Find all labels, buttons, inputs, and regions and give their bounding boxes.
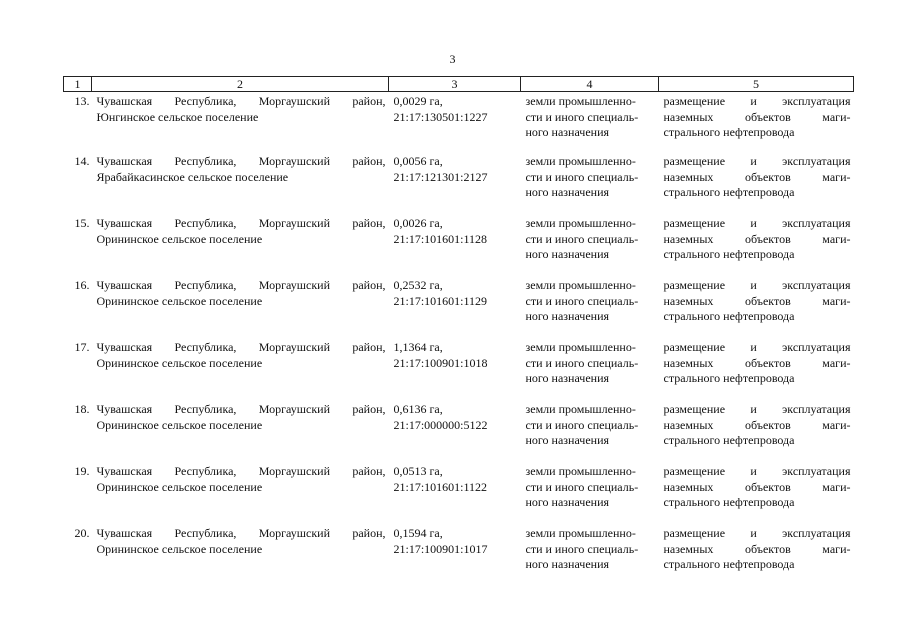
header-col-4: 4: [521, 77, 659, 92]
purpose-line: стрального нефтепровода: [663, 247, 795, 261]
location-line: Чувашская Республика, Моргаушский район,: [96, 216, 386, 230]
area-line: 0,0056 га,: [393, 154, 443, 168]
row-number-text: 15.: [74, 216, 90, 230]
row-number-text: 19.: [74, 464, 90, 478]
purpose-line: наземных объектов маги-: [663, 231, 851, 246]
area-cell: [389, 402, 521, 464]
area-line: 21:17:100901:1017: [393, 541, 488, 556]
area-cell: [389, 278, 521, 340]
row-number: [64, 216, 92, 278]
land-category-line: земли промышленно-: [525, 526, 636, 540]
location-line: Чувашская Республика, Моргаушский район,: [96, 526, 386, 540]
row-number-text: 13.: [74, 94, 90, 108]
purpose-cell: [659, 92, 854, 155]
purpose-line: размещение и эксплуатация: [663, 216, 851, 230]
row-number: [64, 464, 92, 526]
location-line: Орининское сельское поселение: [96, 479, 263, 494]
row-number-text: 18.: [74, 402, 90, 416]
location-line: Орининское сельское поселение: [96, 293, 263, 308]
row-number: [64, 340, 92, 402]
land-plots-table: [63, 76, 854, 588]
area-line: 0,0029 га,: [393, 94, 443, 108]
row-number-text: 20.: [74, 526, 90, 540]
purpose-cell: [659, 464, 854, 526]
land-category-line: сти и иного специаль-: [525, 541, 639, 556]
row-number-text: 16.: [74, 278, 90, 292]
row-number: [64, 92, 92, 155]
land-category-line: сти и иного специаль-: [525, 169, 639, 184]
area-line: 21:17:101601:1122: [393, 479, 488, 494]
header-col-3: 3: [389, 77, 521, 92]
row-number: [64, 278, 92, 340]
location-line: Чувашская Республика, Моргаушский район,: [96, 402, 386, 416]
location-line: Чувашская Республика, Моргаушский район,: [96, 340, 386, 354]
location-line: Чувашская Республика, Моргаушский район,: [96, 278, 386, 292]
area-line: 21:17:121301:2127: [393, 169, 488, 184]
land-category-line: ного назначения: [525, 433, 610, 447]
location-line: Чувашская Республика, Моргаушский район,: [96, 464, 386, 478]
purpose-line: размещение и эксплуатация: [663, 154, 851, 168]
area-cell: [389, 340, 521, 402]
area-cell: [389, 154, 521, 216]
purpose-line: размещение и эксплуатация: [663, 464, 851, 478]
location-cell: [92, 340, 389, 402]
location-cell: [92, 92, 389, 155]
table-header: [64, 77, 854, 92]
table-row: [64, 464, 854, 526]
area-line: 0,6136 га,: [393, 402, 443, 416]
area-line: 21:17:000000:5122: [393, 417, 488, 432]
area-cell: [389, 464, 521, 526]
land-category-line: сти и иного специаль-: [525, 355, 639, 370]
purpose-cell: [659, 526, 854, 588]
purpose-line: размещение и эксплуатация: [663, 278, 851, 292]
area-line: 0,0026 га,: [393, 216, 443, 230]
land-category-line: сти и иного специаль-: [525, 417, 639, 432]
location-line: Чувашская Республика, Моргаушский район,: [96, 154, 386, 168]
area-line: 21:17:101601:1129: [393, 293, 488, 308]
location-cell: [92, 278, 389, 340]
location-line: Орининское сельское поселение: [96, 541, 263, 556]
land-category-line: земли промышленно-: [525, 278, 636, 292]
land-category-line: ного назначения: [525, 247, 610, 261]
location-cell: [92, 464, 389, 526]
land-category-line: земли промышленно-: [525, 94, 636, 108]
table-row: [64, 154, 854, 216]
land-category-line: земли промышленно-: [525, 340, 636, 354]
header-col-2: 2: [92, 77, 389, 92]
purpose-line: наземных объектов маги-: [663, 109, 851, 124]
purpose-line: размещение и эксплуатация: [663, 94, 851, 108]
location-line: Чувашская Республика, Моргаушский район,: [96, 94, 386, 108]
area-cell: [389, 526, 521, 588]
land-category-line: сти и иного специаль-: [525, 231, 639, 246]
purpose-line: размещение и эксплуатация: [663, 402, 851, 416]
location-line: Орининское сельское поселение: [96, 417, 263, 432]
land-category-line: земли промышленно-: [525, 216, 636, 230]
purpose-line: стрального нефтепровода: [663, 125, 795, 139]
land-category-line: ного назначения: [525, 309, 610, 323]
purpose-cell: [659, 402, 854, 464]
table-row: [64, 216, 854, 278]
land-category-line: ного назначения: [525, 125, 610, 139]
purpose-line: стрального нефтепровода: [663, 495, 795, 509]
page-number: 3: [449, 52, 456, 66]
land-category-line: ного назначения: [525, 371, 610, 385]
purpose-line: наземных объектов маги-: [663, 479, 851, 494]
location-line: Юнгинское сельское поселение: [96, 109, 259, 124]
purpose-line: стрального нефтепровода: [663, 309, 795, 323]
table-row: [64, 402, 854, 464]
purpose-cell: [659, 216, 854, 278]
purpose-cell: [659, 154, 854, 216]
purpose-line: размещение и эксплуатация: [663, 526, 851, 540]
area-line: 21:17:130501:1227: [393, 109, 488, 124]
table-body: [64, 92, 854, 589]
area-line: 0,2532 га,: [393, 278, 443, 292]
area-cell: [389, 92, 521, 155]
table-row: [64, 340, 854, 402]
area-line: 21:17:100901:1018: [393, 355, 488, 370]
land-category-line: ного назначения: [525, 557, 610, 571]
table-row: [64, 92, 854, 155]
row-number-text: 14.: [74, 154, 90, 168]
purpose-line: стрального нефтепровода: [663, 557, 795, 571]
land-category-line: земли промышленно-: [525, 464, 636, 478]
land-category-line: сти и иного специаль-: [525, 109, 639, 124]
land-category-cell: [521, 92, 659, 155]
purpose-line: стрального нефтепровода: [663, 371, 795, 385]
location-line: Ярабайкасинское сельское поселение: [96, 169, 289, 184]
row-number: [64, 154, 92, 216]
land-category-cell: [521, 154, 659, 216]
area-line: 1,1364 га,: [393, 340, 443, 354]
row-number: [64, 526, 92, 588]
purpose-cell: [659, 340, 854, 402]
location-line: Орининское сельское поселение: [96, 355, 263, 370]
location-cell: [92, 526, 389, 588]
purpose-line: стрального нефтепровода: [663, 185, 795, 199]
location-cell: [92, 154, 389, 216]
land-category-line: земли промышленно-: [525, 154, 636, 168]
purpose-line: наземных объектов маги-: [663, 169, 851, 184]
area-line: 0,0513 га,: [393, 464, 443, 478]
location-line: Орининское сельское поселение: [96, 231, 263, 246]
purpose-line: размещение и эксплуатация: [663, 340, 851, 354]
land-category-cell: [521, 464, 659, 526]
land-category-cell: [521, 526, 659, 588]
header-col-1: 1: [64, 77, 92, 92]
land-category-cell: [521, 278, 659, 340]
purpose-cell: [659, 278, 854, 340]
header-col-5: 5: [659, 77, 854, 92]
land-category-line: ного назначения: [525, 185, 610, 199]
purpose-line: стрального нефтепровода: [663, 433, 795, 447]
area-line: 21:17:101601:1128: [393, 231, 488, 246]
row-number-text: 17.: [74, 340, 90, 354]
area-cell: [389, 216, 521, 278]
row-number: [64, 402, 92, 464]
land-category-line: земли промышленно-: [525, 402, 636, 416]
header-row: [64, 77, 854, 92]
land-category-line: ного назначения: [525, 495, 610, 509]
table-row: [64, 526, 854, 588]
land-category-line: сти и иного специаль-: [525, 293, 639, 308]
land-category-cell: [521, 216, 659, 278]
land-category-cell: [521, 340, 659, 402]
purpose-line: наземных объектов маги-: [663, 417, 851, 432]
area-line: 0,1594 га,: [393, 526, 443, 540]
purpose-line: наземных объектов маги-: [663, 293, 851, 308]
location-cell: [92, 216, 389, 278]
table-row: [64, 278, 854, 340]
purpose-line: наземных объектов маги-: [663, 355, 851, 370]
purpose-line: наземных объектов маги-: [663, 541, 851, 556]
land-category-cell: [521, 402, 659, 464]
land-category-line: сти и иного специаль-: [525, 479, 639, 494]
location-cell: [92, 402, 389, 464]
